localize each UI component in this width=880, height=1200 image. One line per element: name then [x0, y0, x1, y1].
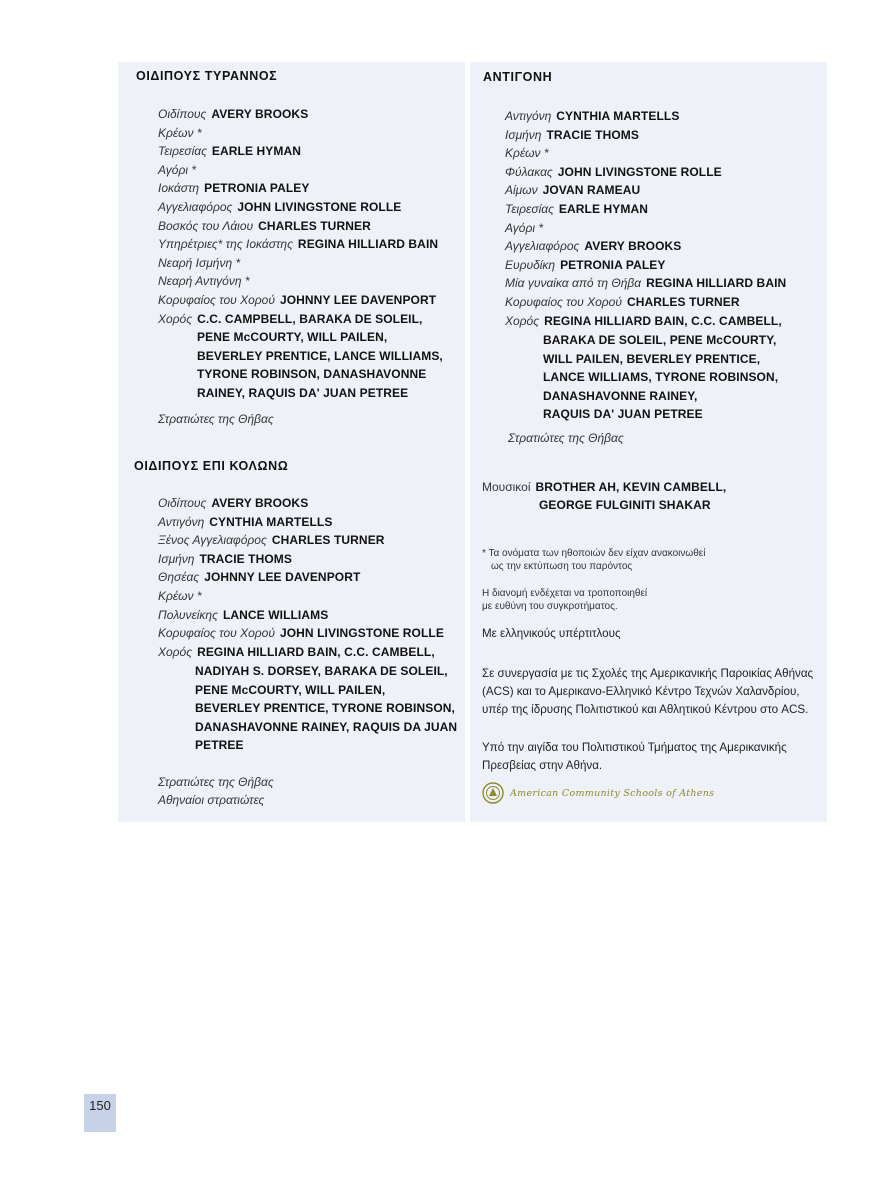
cast-actor: EARLE HYMAN [211, 144, 302, 159]
cast-row [158, 124, 438, 143]
cast-role: Κορυφαίος του Χορού [158, 626, 275, 641]
oedipus-rex-extra: Στρατιώτες της Θήβας [158, 412, 274, 426]
chorus-line [543, 405, 778, 424]
musicians-row-cont [539, 496, 711, 515]
chorus-line [543, 387, 778, 406]
cast-actor: TRACIE THOMS [546, 127, 639, 142]
chorus-line [195, 699, 457, 718]
chorus-line [543, 350, 778, 369]
oedipus-colonus-extra-2: Αθηναίοι στρατιώτες [158, 793, 265, 807]
antigone-chorus-continued [543, 331, 778, 424]
cast-row [158, 142, 438, 161]
musicians-names: BROTHER AH, KEVIN CAMBELL, [535, 480, 727, 494]
cast-actor: CYNTHIA MARTELLS [209, 514, 333, 529]
cast-row [158, 568, 444, 587]
chorus-names: BEVERLEY PRENTICE, TYRONE ROBINSON, [195, 701, 455, 716]
oedipus-rex-title: ΟΙΔΙΠΟΥΣ ΤΥΡΑΝΝΟΣ [136, 69, 278, 83]
cast-role: Ευρυδίκη [505, 257, 556, 272]
cast-role: Αντιγόνη [158, 514, 205, 529]
chorus-names: RAQUIS DA' JUAN PETREE [543, 407, 703, 422]
cast-row [158, 217, 438, 236]
note2-line2: με ευθύνη του συγκροτήματος. [482, 600, 618, 612]
cast-row [158, 531, 444, 550]
cast-row [505, 200, 786, 219]
cast-row [505, 107, 786, 126]
chorus-names: BEVERLEY PRENTICE, LANCE WILLIAMS, [197, 348, 443, 363]
note-cast-changes [482, 588, 647, 613]
chorus-line [197, 328, 443, 347]
cast-row [505, 274, 786, 293]
cast-row [505, 181, 786, 200]
musicians-row [482, 478, 726, 497]
antigone-extra: Στρατιώτες της Θήβας [508, 431, 624, 445]
cast-row [158, 587, 444, 606]
chorus-line [197, 365, 443, 384]
cast-row [505, 312, 786, 331]
cast-row [158, 179, 438, 198]
cast-actor: CHARLES TURNER [626, 294, 740, 309]
cast-role: Χορός [505, 313, 540, 328]
cast-role: Βοσκός του Λάιου [158, 218, 254, 233]
note2-line1: Η διανομή ενδέχεται να τροποποιηθεί [482, 588, 648, 599]
cast-role: Αγγελιαφόρος [505, 239, 580, 254]
cast-row [158, 624, 444, 643]
cast-role: Ιοκάστη [158, 181, 200, 196]
cast-row [158, 643, 444, 662]
chorus-names: LANCE WILLIAMS, TYRONE ROBINSON, [543, 370, 779, 385]
partnership-paragraph: Σε συνεργασία με τις Σχολές της Αμερικανικής Παροικίας Αθήνας (ACS) και το Αμερικανο-Ελληνικό Κέντρο Τεχνών Χαλανδρίου, υπέρ της ίδρυσης Πολιτιστικού και Αθλητικού Κέντρου στο ACS. [482, 667, 814, 717]
cast-actor: CHARLES TURNER [258, 218, 371, 233]
note1-line2: ως την εκτύπωση του παρόντος [491, 560, 633, 572]
cast-actor: C.C. CAMPBELL, BARAKA DE SOLEIL, [197, 311, 423, 326]
cast-actor: REGINA HILLIARD BAIN, C.C. CAMBELL, [544, 313, 782, 328]
cast-row [158, 254, 438, 273]
cast-role: Πολυνείκης [158, 607, 218, 622]
cast-role: Υπηρέτριες* της Ιοκάστης [158, 237, 293, 252]
note-names-pending [482, 548, 705, 573]
antigone-cast-list [505, 107, 786, 330]
chorus-names: DANASHAVONNE RAINEY, [543, 388, 698, 403]
cast-role: Αίμων [505, 183, 538, 198]
cast-row [158, 494, 444, 513]
chorus-names: PENE McCOURTY, WILL PAILEN, [195, 682, 386, 697]
cast-role: Χορός [158, 311, 193, 326]
cast-row [158, 606, 444, 625]
cast-actor: LANCE WILLIAMS [222, 607, 329, 622]
chorus-names: WILL PAILEN, BEVERLEY PRENTICE, [543, 351, 761, 366]
chorus-line [543, 368, 778, 387]
cast-role: Οιδίπους [158, 496, 207, 510]
cast-role: Μία γυναίκα από τη Θήβα [505, 276, 642, 291]
acs-logo [482, 780, 714, 806]
cast-row [505, 144, 786, 163]
chorus-names: PETREE [195, 738, 244, 753]
cast-role: Τειρεσίας [505, 201, 554, 216]
cast-role: Κρέων * [158, 125, 202, 140]
cast-row [505, 237, 786, 256]
cast-role: Κρέων * [158, 588, 202, 603]
cast-actor: AVERY BROOKS [211, 496, 309, 510]
cast-row [158, 513, 444, 532]
chorus-line [195, 662, 457, 681]
cast-actor: REGINA HILLIARD BAIN [646, 276, 787, 291]
cast-actor: JOHNNY LEE DAVENPORT [204, 570, 361, 585]
cast-actor: JOVAN RAMEAU [542, 183, 641, 198]
cast-row [158, 198, 438, 217]
oedipus-colonus-chorus-continued [195, 662, 457, 755]
cast-row [505, 293, 786, 312]
oedipus-colonus-cast-list [158, 494, 444, 661]
cast-actor: CYNTHIA MARTELLS [556, 109, 680, 123]
cast-actor: EARLE HYMAN [558, 201, 649, 216]
musicians-names-cont: GEORGE FULGINITI SHAKAR [539, 498, 711, 512]
right-panel [470, 62, 827, 822]
chorus-names: RAINEY, RAQUIS DA' JUAN PETREE [197, 385, 409, 400]
cast-row [158, 291, 438, 310]
cast-role: Αγγελιαφόρος [158, 199, 233, 214]
cast-actor: TRACIE THOMS [199, 551, 292, 566]
cast-row [505, 219, 786, 238]
chorus-names: TYRONE ROBINSON, DANASHAVONNE [197, 367, 427, 382]
cast-actor: REGINA HILLIARD BAIN [297, 237, 439, 252]
cast-role: Ξένος Αγγελιαφόρος [158, 533, 267, 548]
cast-row [158, 272, 438, 291]
cast-actor: AVERY BROOKS [211, 107, 309, 121]
cast-actor: PETRONIA PALEY [204, 181, 310, 196]
cast-actor: REGINA HILLIARD BAIN, C.C. CAMBELL, [197, 644, 435, 659]
cast-actor: CHARLES TURNER [271, 533, 385, 548]
chorus-names: DANASHAVONNE RAINEY, RAQUIS DA JUAN [195, 719, 458, 734]
cast-actor: JOHNNY LEE DAVENPORT [279, 292, 437, 307]
chorus-line [195, 681, 457, 700]
antigone-title: ΑΝΤΙΓΟΝΗ [483, 70, 553, 84]
cast-role: Αντιγόνη [505, 109, 552, 123]
cast-row [158, 235, 438, 254]
cast-role: Θησέας [158, 570, 200, 585]
cast-role: Χορός [158, 644, 193, 659]
chorus-line [543, 331, 778, 350]
chorus-names: PENE McCOURTY, WILL PAILEN, [197, 330, 388, 344]
oedipus-colonus-extra-1: Στρατιώτες της Θήβας [158, 775, 274, 789]
cast-role: Αγόρι * [505, 220, 544, 235]
cast-role: Ισμήνη [158, 551, 195, 566]
cast-row [505, 163, 786, 182]
cast-role: Αγόρι * [158, 162, 197, 177]
cast-actor: JOHN LIVINGSTONE ROLLE [557, 164, 722, 179]
chorus-line [197, 347, 443, 366]
musicians-label: Μουσικοί [482, 480, 531, 494]
cast-row [505, 126, 786, 145]
cast-role: Κρέων * [505, 146, 549, 161]
chorus-line [195, 718, 457, 737]
acs-emblem-icon [482, 782, 504, 804]
chorus-line [195, 736, 457, 755]
page-number: 150 [84, 1094, 116, 1132]
left-panel [118, 62, 465, 822]
cast-row [158, 161, 438, 180]
acs-logo-text: American Community Schools of Athens [510, 787, 715, 799]
cast-actor: JOHN LIVINGSTONE ROLLE [279, 626, 444, 641]
cast-role: Οιδίπους [158, 107, 207, 121]
note1-line1: * Τα ονόματα των ηθοποιών δεν είχαν ανακοινωθεί [482, 548, 706, 559]
cast-row [158, 310, 438, 329]
cast-row [505, 256, 786, 275]
cast-row [158, 550, 444, 569]
chorus-names: BARAKA DE SOLEIL, PENE McCOURTY, [543, 333, 777, 347]
embassy-paragraph: Υπό την αιγίδα του Πολιτιστικού Τμήματος της Αμερικανικής Πρεσβείας στην Αθήνα. [482, 741, 787, 773]
cast-role: Τειρεσίας [158, 144, 207, 159]
oedipus-rex-cast-list [158, 105, 438, 328]
cast-role: Κορυφαίος του Χορού [505, 294, 622, 309]
cast-actor: PETRONIA PALEY [560, 257, 666, 272]
cast-role: Νεαρή Αντιγόνη * [158, 274, 250, 289]
oedipus-colonus-title: ΟΙΔΙΠΟΥΣ ΕΠΙ ΚΟΛΩΝΩ [134, 459, 289, 473]
cast-actor: JOHN LIVINGSTONE ROLLE [237, 199, 402, 214]
cast-role: Φύλακας [505, 164, 553, 179]
cast-actor: AVERY BROOKS [584, 239, 682, 254]
chorus-names: NADIYAH S. DORSEY, BARAKA DE SOLEIL, [195, 664, 448, 678]
oedipus-rex-chorus-continued [197, 328, 443, 402]
subtitles-note: Με ελληνικούς υπέρτιτλους [482, 627, 621, 640]
chorus-line [197, 384, 443, 403]
cast-role: Νεαρή Ισμήνη * [158, 255, 241, 270]
cast-row [158, 105, 438, 124]
cast-role: Ισμήνη [505, 127, 542, 142]
cast-role: Κορυφαίος του Χορού [158, 292, 275, 307]
